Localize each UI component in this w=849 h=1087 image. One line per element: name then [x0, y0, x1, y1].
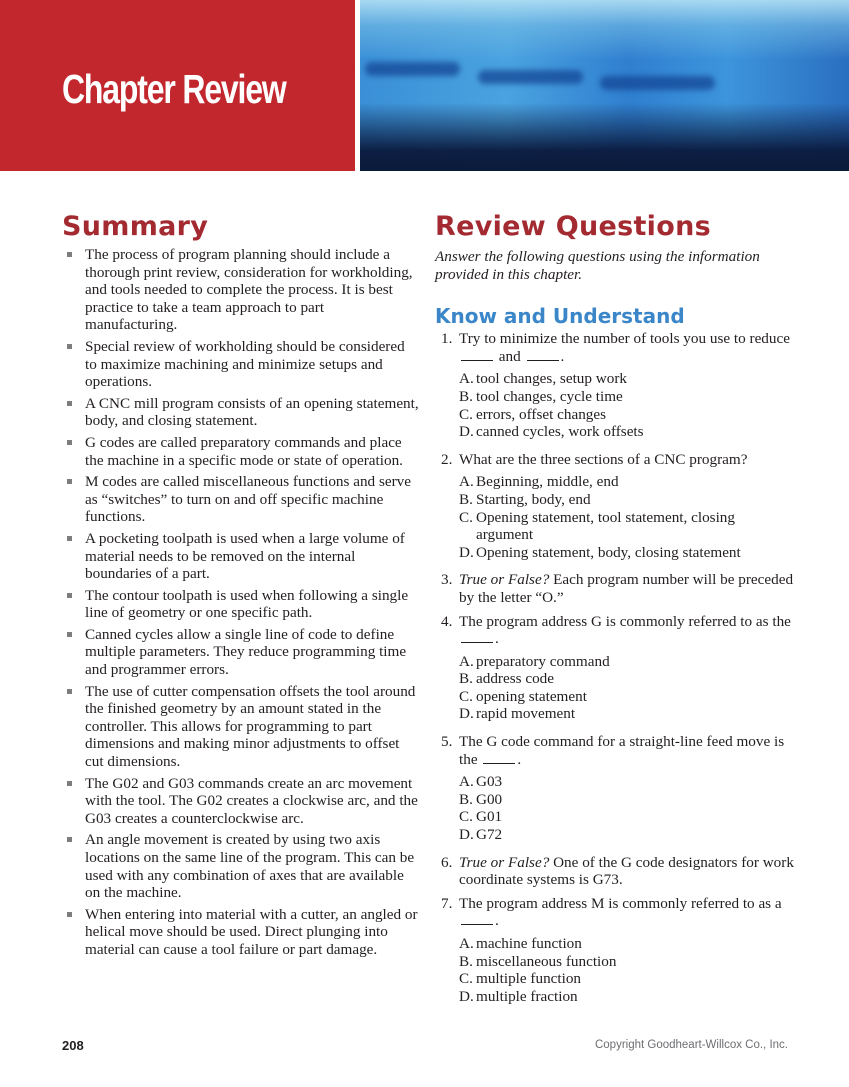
question-number: 6.	[441, 853, 453, 871]
answer-option	[459, 491, 795, 509]
image-streak	[365, 62, 460, 76]
summary-item-text: M codes are called miscellaneous functions and serve as “switches” to turn on and off specific machine functions.	[85, 473, 411, 526]
question-number: 7.	[441, 894, 453, 912]
question-text: The program address G is commonly referred to as the	[459, 612, 791, 630]
header-decorative-image	[360, 0, 849, 171]
option-letter: C.	[459, 508, 473, 526]
answer-options	[459, 653, 795, 723]
summary-item	[62, 587, 420, 622]
summary-item	[62, 395, 420, 430]
answer-blank	[461, 912, 493, 925]
option-letter: B.	[459, 490, 473, 508]
question-6	[435, 854, 795, 889]
square-bullet-icon	[67, 401, 72, 406]
answer-option	[459, 544, 795, 562]
answer-option	[459, 970, 795, 988]
option-letter: B.	[459, 670, 473, 688]
summary-item	[62, 473, 420, 526]
answer-option	[459, 370, 795, 388]
answer-blank	[527, 348, 559, 361]
option-text: Opening statement, tool statement, closing argument	[476, 508, 735, 544]
option-text: multiple function	[476, 970, 582, 988]
option-text: G00	[476, 790, 503, 808]
question-list	[435, 330, 795, 1005]
summary-item-text: A pocketing toolpath is used when a large volume of material needs to be removed on the internal boundaries of a part.	[85, 529, 405, 583]
summary-item-text: Special review of workholding should be considered to maximize machining and minimize setups and operations.	[85, 337, 405, 391]
answer-option	[459, 509, 795, 544]
summary-item-text: G codes are called preparatory commands and place the machine in a specific mode or state of operation.	[85, 433, 403, 469]
answer-option	[459, 388, 795, 406]
option-text: G72	[476, 826, 503, 844]
summary-item	[62, 626, 420, 679]
answer-options	[459, 370, 795, 440]
summary-item	[62, 906, 420, 959]
chapter-title: Chapter Review	[62, 66, 286, 112]
answer-options	[459, 935, 795, 1005]
square-bullet-icon	[67, 912, 72, 917]
question-number: 3.	[441, 571, 453, 589]
question-number: 2.	[441, 450, 453, 468]
question-text: .	[560, 347, 565, 365]
question-4	[435, 613, 795, 724]
square-bullet-icon	[67, 479, 72, 484]
option-letter: A.	[459, 773, 474, 791]
page-number: 208	[62, 1038, 84, 1053]
question-number: 1.	[441, 330, 453, 348]
square-bullet-icon	[67, 440, 72, 445]
summary-item	[62, 338, 420, 391]
true-false-label: True or False?	[459, 853, 550, 871]
option-letter: D.	[459, 543, 474, 561]
answer-option	[459, 705, 795, 723]
question-text: Each program number will be preceded by the letter “O.”	[459, 571, 794, 606]
option-text: errors, offset changes	[476, 405, 607, 423]
option-letter: D.	[459, 987, 474, 1005]
answer-option	[459, 406, 795, 424]
question-2	[435, 451, 795, 562]
answer-options	[459, 773, 795, 843]
square-bullet-icon	[67, 593, 72, 598]
true-false-label: True or False?	[459, 571, 550, 589]
option-text: G01	[476, 808, 503, 826]
option-text: tool changes, cycle time	[476, 387, 623, 405]
option-text: machine function	[476, 935, 582, 952]
question-text: Try to minimize the number of tools you use to reduce	[459, 330, 790, 348]
summary-column	[62, 208, 420, 963]
option-letter: C.	[459, 405, 473, 423]
option-letter: D.	[459, 705, 474, 723]
question-text: The program address M is commonly referred to as a	[459, 894, 782, 912]
answer-option	[459, 826, 795, 844]
review-questions-heading: Review Questions	[435, 211, 711, 242]
option-text: tool changes, setup work	[476, 370, 627, 388]
summary-item	[62, 775, 420, 828]
square-bullet-icon	[67, 781, 72, 786]
question-7	[435, 895, 795, 1006]
question-text: .	[495, 912, 499, 930]
option-text: Opening statement, body, closing statement	[476, 543, 741, 561]
option-text: rapid movement	[476, 705, 576, 723]
image-streak	[600, 76, 715, 90]
option-text: G03	[476, 773, 503, 791]
copyright-notice: Copyright Goodheart-Willcox Co., Inc.	[594, 1039, 788, 1051]
question-text: .	[517, 750, 522, 768]
answer-option	[459, 773, 795, 791]
summary-item-text: The process of program planning should include a thorough print review, consideration for workholding, and tools needed to complete the process. It is best practice to take a team approach to part manufacturing.	[85, 246, 413, 334]
option-letter: A.	[459, 652, 474, 670]
summary-item	[62, 683, 420, 771]
option-text: multiple fraction	[476, 987, 578, 1005]
option-text: canned cycles, work offsets	[476, 423, 644, 441]
option-text: opening statement	[476, 687, 587, 705]
square-bullet-icon	[67, 689, 72, 694]
summary-item-text: A CNC mill program consists of an opening statement, body, and closing statement.	[85, 394, 419, 430]
option-text: Starting, body, end	[476, 490, 591, 508]
summary-item	[62, 434, 420, 469]
question-text: The G code command for a straight-line feed move is the	[459, 733, 785, 768]
option-letter: B.	[459, 387, 473, 405]
answer-option	[459, 423, 795, 441]
option-letter: D.	[459, 423, 474, 441]
answer-option	[459, 953, 795, 971]
chapter-header-banner	[0, 0, 849, 171]
summary-item	[62, 530, 420, 583]
option-letter: A.	[459, 935, 474, 952]
question-5	[435, 733, 795, 844]
review-questions-column	[435, 208, 795, 1011]
summary-item-text: Canned cycles allow a single line of code to define multiple parameters. They reduce programming time and programmer errors.	[85, 625, 407, 679]
option-letter: D.	[459, 826, 474, 844]
option-letter: B.	[459, 952, 473, 970]
summary-heading: Summary	[62, 211, 209, 242]
question-number: 5.	[441, 733, 453, 751]
summary-item	[62, 246, 420, 334]
square-bullet-icon	[67, 536, 72, 541]
answer-option	[459, 670, 795, 688]
square-bullet-icon	[67, 632, 72, 637]
summary-item-text: The G02 and G03 commands create an arc movement with the tool. The G02 creates a clockwise arc, and the G03 creates a counterclockwise arc.	[85, 774, 418, 827]
option-text: miscellaneous function	[476, 952, 617, 970]
question-text: What are the three sections of a CNC program?	[459, 450, 748, 468]
know-and-understand-heading: Know and Understand	[435, 304, 685, 329]
question-text: .	[495, 630, 499, 648]
question-number: 4.	[441, 612, 453, 630]
image-streak	[478, 70, 583, 84]
answer-option	[459, 688, 795, 706]
answer-option	[459, 988, 795, 1006]
answer-blank	[461, 630, 493, 643]
answer-option	[459, 653, 795, 671]
option-letter: C.	[459, 687, 473, 705]
summary-list	[62, 246, 420, 959]
square-bullet-icon	[67, 344, 72, 349]
option-letter: A.	[459, 370, 474, 388]
summary-item-text: An angle movement is created by using two axis locations on the same line of the program. This can be used with any combination of axes that are available on the machine.	[85, 831, 415, 902]
answer-option	[459, 473, 795, 491]
option-letter: A.	[459, 473, 474, 491]
question-3	[435, 571, 795, 606]
answer-options	[459, 473, 795, 561]
option-text: Beginning, middle, end	[476, 473, 619, 491]
answer-option	[459, 808, 795, 826]
question-1	[435, 330, 795, 441]
summary-item-text: The contour toolpath is used when following a single line of geometry or one specific path.	[85, 586, 409, 622]
option-letter: B.	[459, 790, 473, 808]
summary-item-text: The use of cutter compensation offsets the tool around the finished geometry by an amount stated in the controller. This allows for programming to part dimensions and making minor adjustments to offset cut dimensions.	[85, 682, 416, 771]
answer-blank	[483, 751, 515, 764]
answer-option	[459, 935, 795, 953]
summary-item-text: When entering into material with a cutter, an angled or helical move should be used. Direct plunging into material can cause a tool failure or part damage.	[85, 905, 418, 958]
option-letter: C.	[459, 808, 473, 826]
answer-blank	[461, 348, 493, 361]
square-bullet-icon	[67, 837, 72, 842]
review-intro: Answer the following questions using the information provided in this chapter.	[435, 248, 760, 283]
option-text: address code	[476, 670, 555, 688]
square-bullet-icon	[67, 252, 72, 257]
question-text: One of the G code designators for work coordinate systems is G73.	[459, 853, 794, 889]
answer-option	[459, 791, 795, 809]
question-text: and	[495, 347, 525, 365]
summary-item	[62, 831, 420, 901]
option-letter: C.	[459, 970, 473, 988]
option-text: preparatory command	[476, 652, 610, 670]
